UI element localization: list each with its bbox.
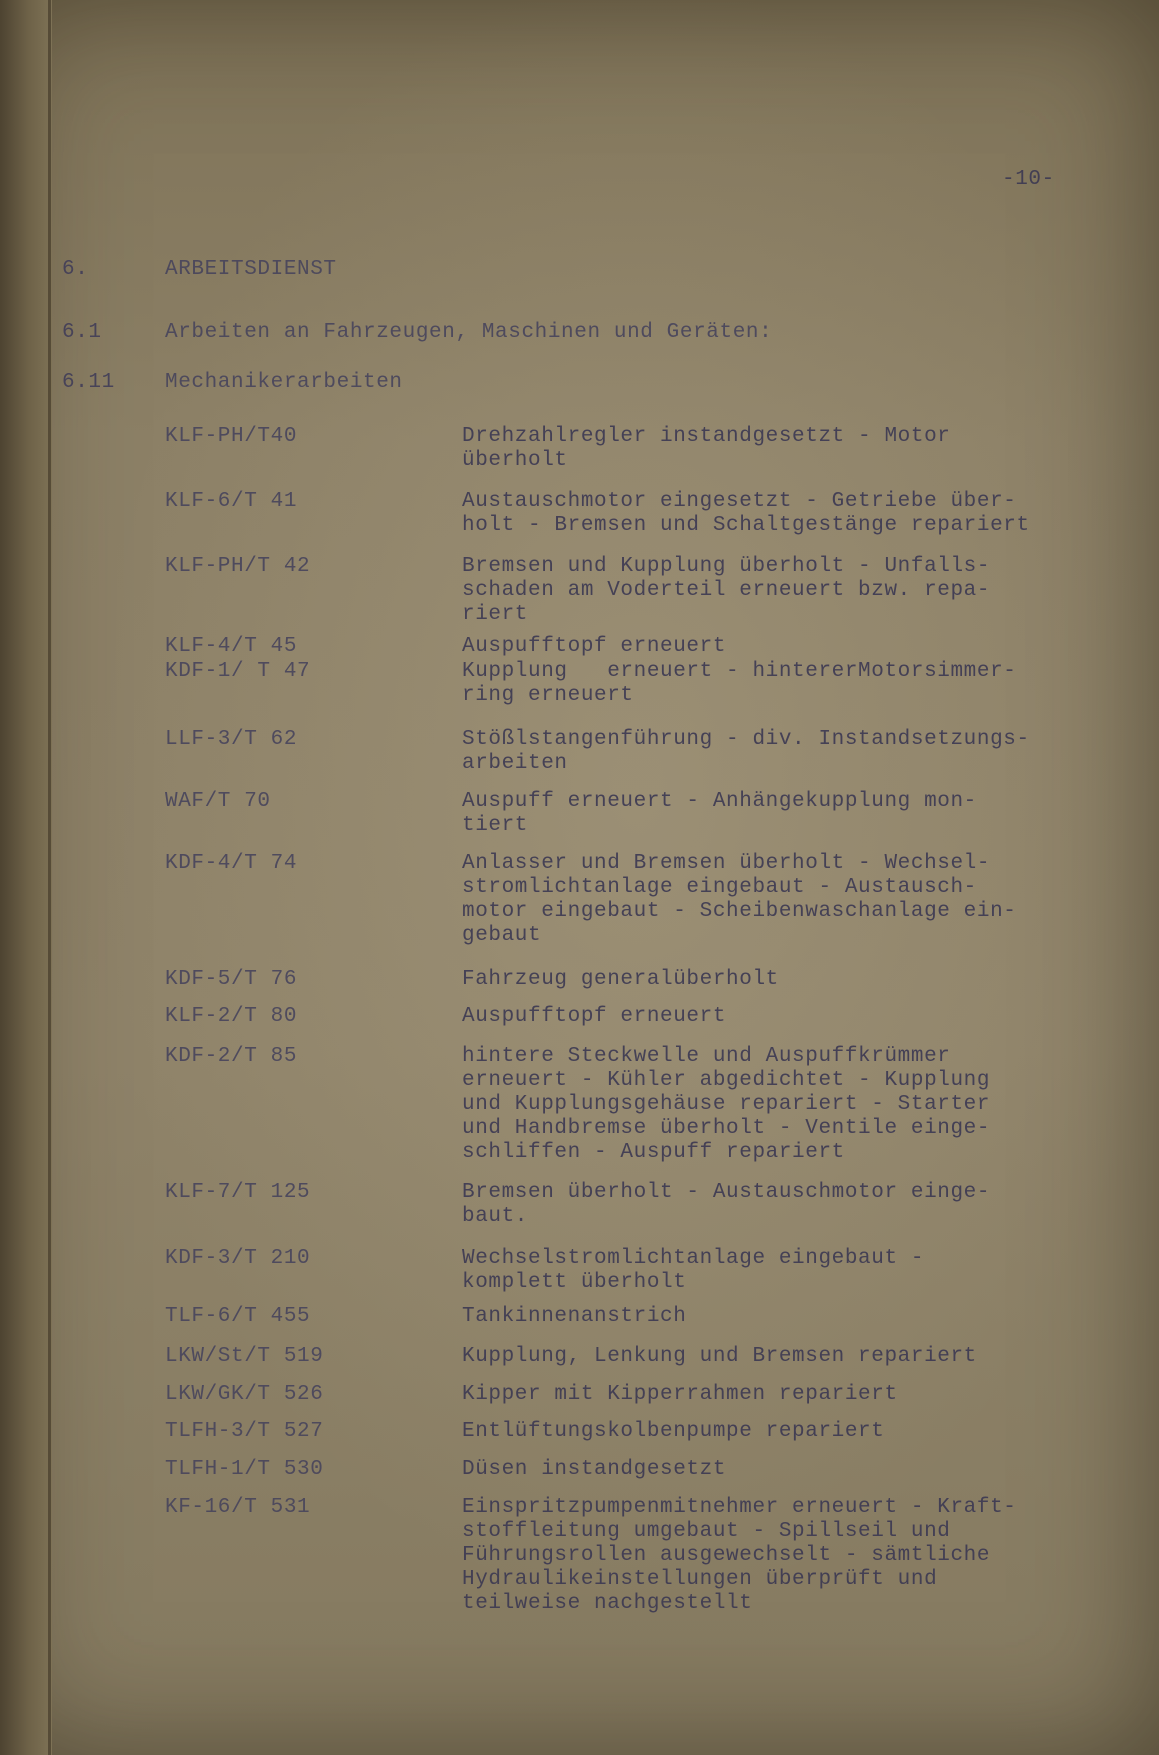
vehicle-code: KLF-2/T 80: [165, 1005, 298, 1028]
work-description-line: Bremsen überholt - Austauschmotor einge-: [462, 1181, 991, 1204]
work-description-line: Auspufftopf erneuert: [462, 1005, 727, 1028]
work-description-line: Wechselstromlichtanlage eingebaut -: [462, 1247, 925, 1270]
section-number: 6.: [62, 258, 89, 281]
work-description-line: stoffleitung umgebaut - Spillseil und: [462, 1520, 951, 1543]
work-description-line: arbeiten: [462, 752, 568, 775]
subsection-number: 6.1: [62, 321, 102, 344]
vehicle-code: KLF-4/T 45: [165, 635, 298, 658]
work-description-line: Drehzahlregler instandgesetzt - Motor: [462, 425, 951, 448]
vehicle-code: KDF-1/ T 47: [165, 660, 311, 683]
work-description-line: schaden am Voderteil erneuert bzw. repa-: [462, 579, 991, 602]
work-description-line: stromlichtanlage eingebaut - Austausch-: [462, 876, 977, 899]
page-number: -10-: [1002, 168, 1055, 191]
vehicle-code: LLF-3/T 62: [165, 728, 298, 751]
work-description-line: motor eingebaut - Scheibenwaschanlage ein-: [462, 900, 1017, 923]
work-description-line: Tankinnenanstrich: [462, 1305, 687, 1328]
work-description-line: ring erneuert: [462, 684, 634, 707]
work-description-line: teilweise nachgestellt: [462, 1592, 753, 1615]
work-description-line: Hydraulikeinstellungen überprüft und: [462, 1568, 938, 1591]
subsubsection-number: 6.11: [62, 371, 115, 394]
work-description-line: gebaut: [462, 924, 542, 947]
work-description-line: und Kupplungsgehäuse repariert - Starter: [462, 1093, 991, 1116]
work-description-line: komplett überholt: [462, 1271, 687, 1294]
vehicle-code: KDF-3/T 210: [165, 1247, 311, 1270]
work-description-line: Anlasser und Bremsen überholt - Wechsel-: [462, 852, 991, 875]
work-description-line: Austauschmotor eingesetzt - Getriebe über-: [462, 490, 1017, 513]
binding-spine: [0, 0, 52, 1755]
work-description-line: überholt: [462, 449, 568, 472]
work-description-line: Kipper mit Kipperrahmen repariert: [462, 1383, 898, 1406]
subsubsection-title: Mechanikerarbeiten: [165, 371, 403, 394]
work-description-line: tiert: [462, 814, 529, 837]
vehicle-code: KLF-6/T 41: [165, 490, 298, 513]
section-title: ARBEITSDIENST: [165, 258, 337, 281]
work-description-line: Auspufftopf erneuert: [462, 635, 727, 658]
vehicle-code: KDF-5/T 76: [165, 968, 298, 991]
work-description-line: Kupplung, Lenkung und Bremsen repariert: [462, 1345, 977, 1368]
vehicle-code: KLF-PH/T 42: [165, 555, 311, 578]
vehicle-code: TLFH-3/T 527: [165, 1420, 324, 1443]
vehicle-code: TLFH-1/T 530: [165, 1458, 324, 1481]
work-description-line: baut.: [462, 1205, 529, 1228]
vehicle-code: LKW/GK/T 526: [165, 1383, 324, 1406]
work-description-line: Bremsen und Kupplung überholt - Unfalls-: [462, 555, 991, 578]
work-description-line: und Handbremse überholt - Ventile einge-: [462, 1117, 991, 1140]
vehicle-code: TLF-6/T 455: [165, 1305, 311, 1328]
work-description-line: holt - Bremsen und Schaltgestänge repariert: [462, 514, 1030, 537]
work-description-line: Stößlstangenführung - div. Instandsetzungs-: [462, 728, 1030, 751]
work-description-line: Entlüftungskolbenpumpe repariert: [462, 1420, 885, 1443]
work-description-line: schliffen - Auspuff repariert: [462, 1141, 845, 1164]
work-description-line: Fahrzeug generalüberholt: [462, 968, 779, 991]
vehicle-code: LKW/St/T 519: [165, 1345, 324, 1368]
subsection-title: Arbeiten an Fahrzeugen, Maschinen und Geräten:: [165, 321, 773, 344]
work-description-line: Führungsrollen ausgewechselt - sämtliche: [462, 1544, 991, 1567]
work-description-line: riert: [462, 603, 529, 626]
vehicle-code: KDF-4/T 74: [165, 852, 298, 875]
work-description-line: erneuert - Kühler abgedichtet - Kupplung: [462, 1069, 991, 1092]
work-description-line: Auspuff erneuert - Anhängekupplung mon-: [462, 790, 977, 813]
vehicle-code: KF-16/T 531: [165, 1496, 311, 1519]
binding-edge: [48, 0, 51, 1755]
work-description-line: Düsen instandgesetzt: [462, 1458, 727, 1481]
work-description-line: Einspritzpumpenmitnehmer erneuert - Kraft-: [462, 1496, 1017, 1519]
work-description-line: hintere Steckwelle und Auspuffkrümmer: [462, 1045, 951, 1068]
vehicle-code: KLF-PH/T40: [165, 425, 298, 448]
work-description-line: Kupplung erneuert - hintererMotorsimmer-: [462, 660, 1017, 683]
vehicle-code: KDF-2/T 85: [165, 1045, 298, 1068]
vehicle-code: WAF/T 70: [165, 790, 271, 813]
vehicle-code: KLF-7/T 125: [165, 1181, 311, 1204]
